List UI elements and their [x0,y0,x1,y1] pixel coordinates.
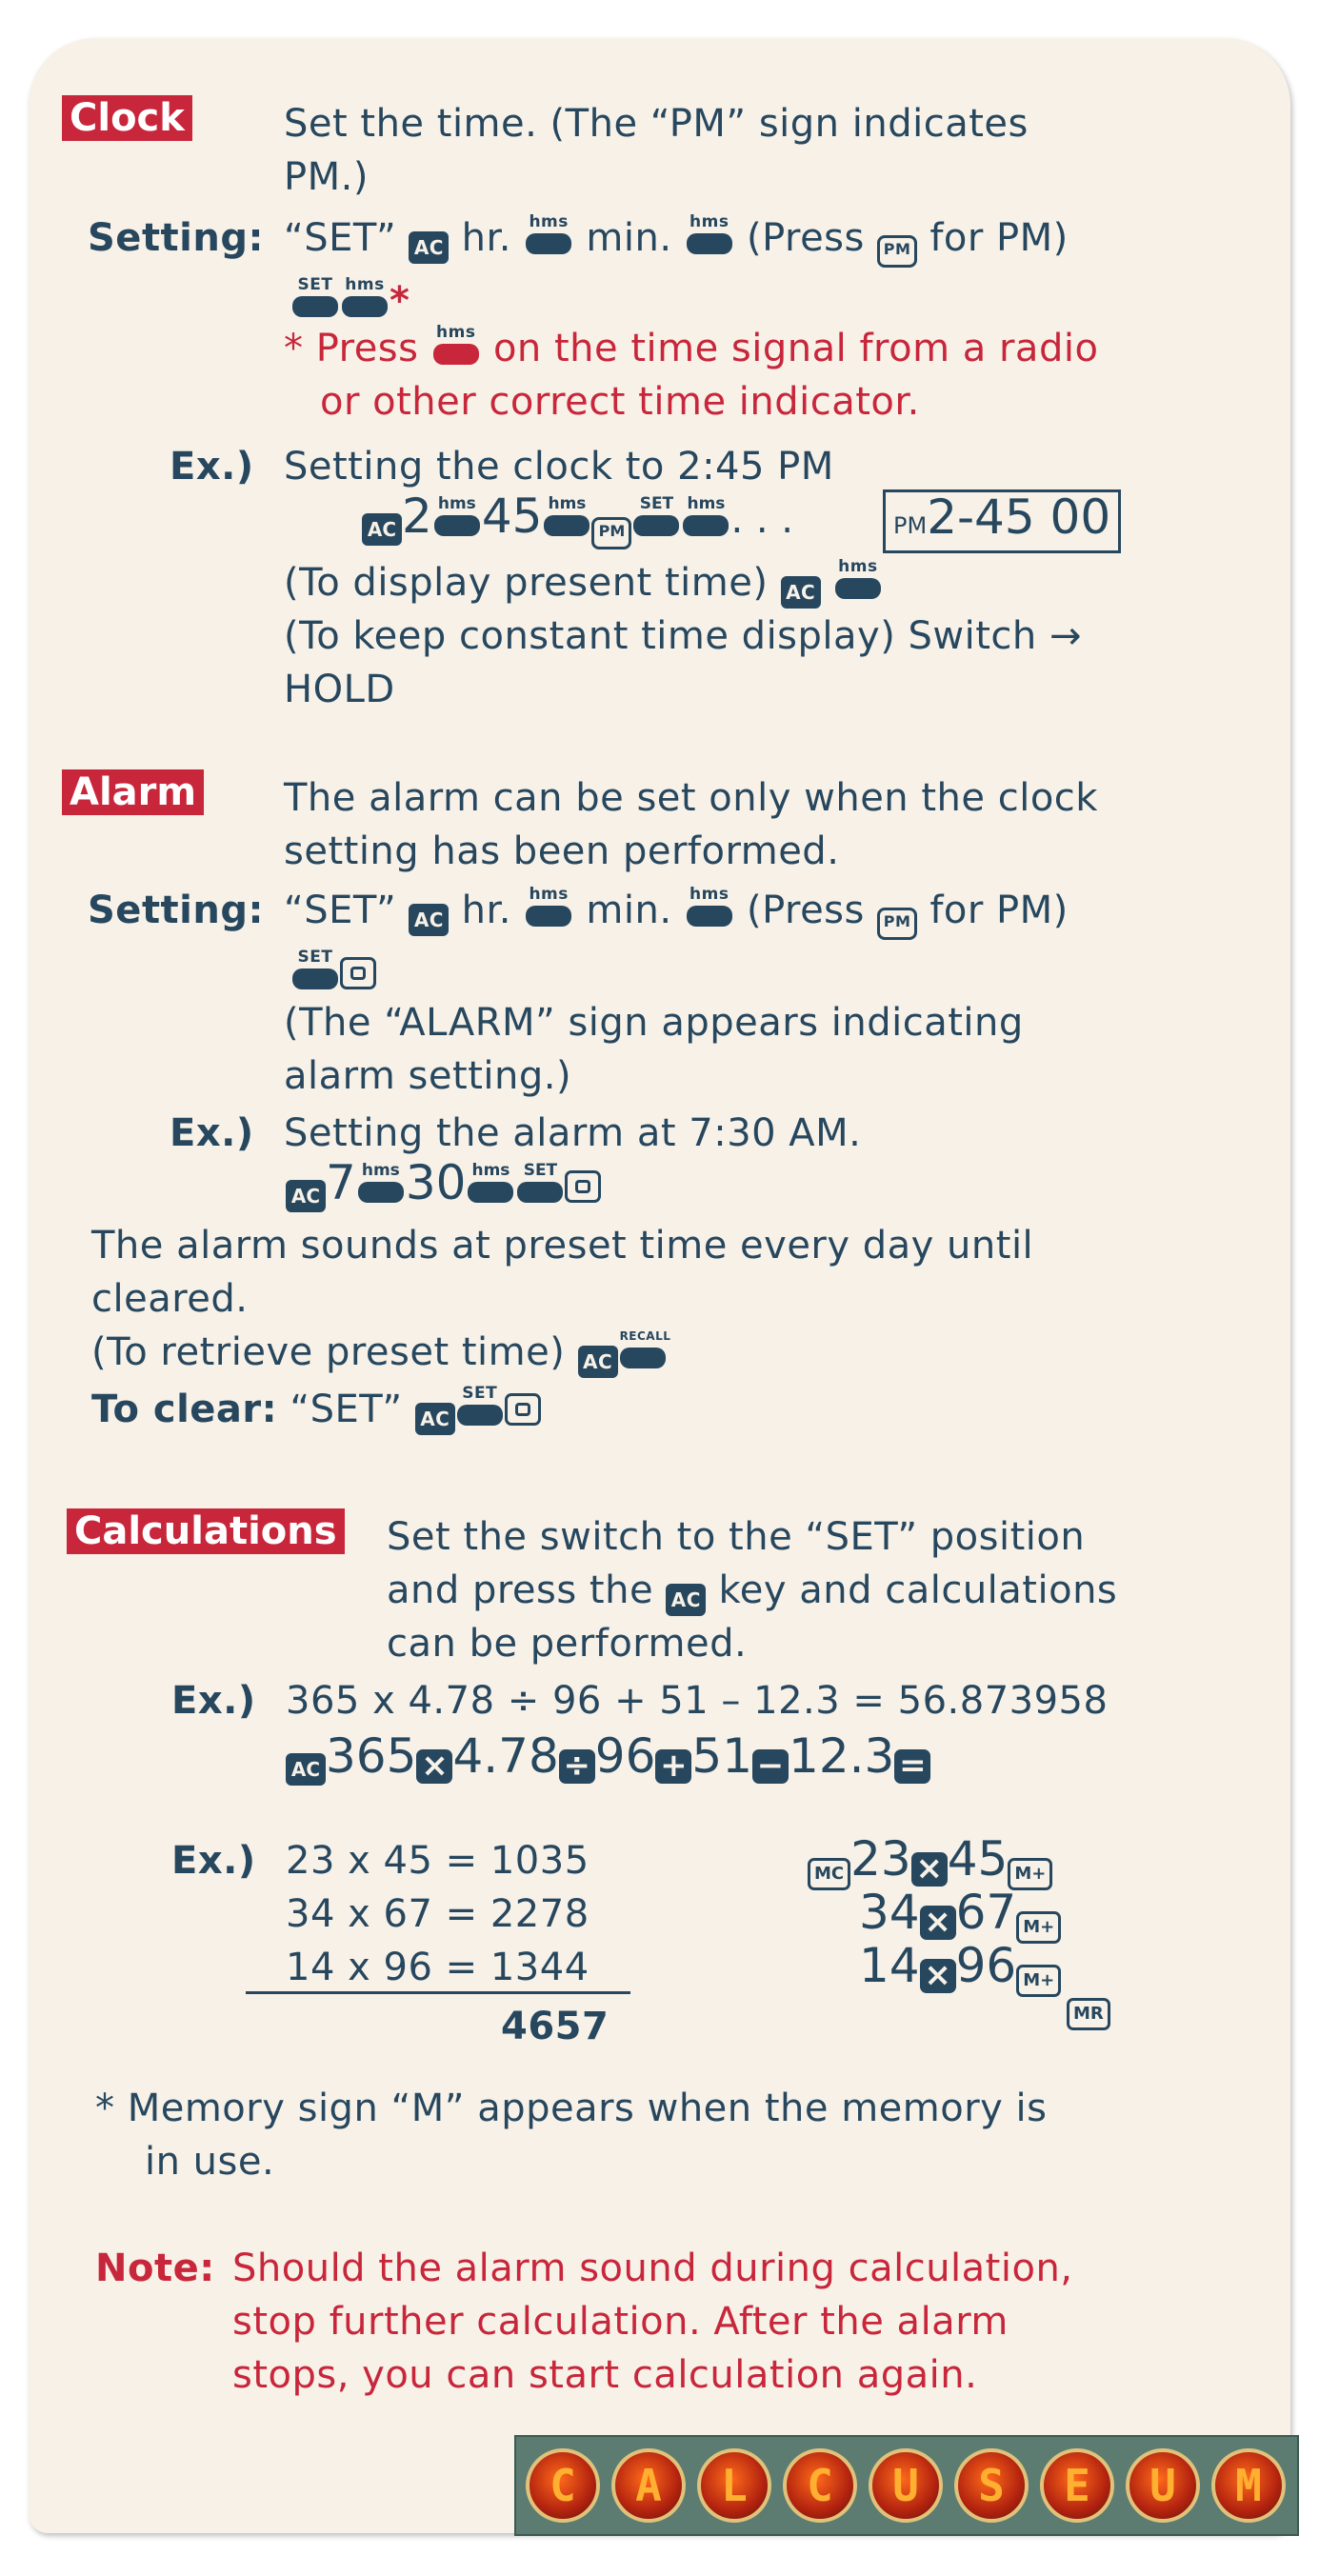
mr-row [1067,1998,1110,2030]
logo-letter: M [1211,2448,1286,2523]
calc-desc-line2: and press the AC key and calculations [387,1564,1117,1617]
minus-key: − [752,1749,789,1784]
set-key: SET [517,1182,563,1203]
equals-key: = [894,1749,930,1784]
mem-row-2: 34 ×67 M+ [859,1886,1061,1944]
calculations-tag: Calculations [67,1508,345,1554]
alarm-setting-line: “SET” AC hr. hms min. hms (Press PM for PM) [284,884,1069,940]
logo-letter: E [1040,2448,1114,2523]
mc-key: MC [808,1858,850,1890]
set-key: SET [292,968,338,989]
alarm-sign-line1: (The “ALARM” sign appears indicating [284,1001,1024,1045]
ac-key: AC [286,1180,326,1212]
hr-text: hr. [461,216,511,260]
pm-key: PM [591,517,631,549]
plus-key: + [655,1749,691,1784]
alarm-key [340,957,376,989]
clock-note-line1: * Press hms on the time signal from a radio [284,323,1099,370]
alarm-tag: Alarm [62,769,204,815]
calc-row-1: 23 x 45 = 1035 [286,1839,590,1883]
clock-ex-title: Setting the clock to 2:45 PM [284,445,834,489]
hms-key: hms [434,515,480,536]
logo-letter: U [1126,2448,1200,2523]
hms-key: hms [687,906,732,927]
alarm-ex-label: Ex.) [170,1111,254,1155]
ac-key: AC [578,1346,618,1378]
set-key: SET [633,515,679,536]
hms-key: hms [835,578,881,599]
clock-hold-line: HOLD [284,668,395,711]
hms-key: hms [526,233,571,254]
alarm-key [565,1170,601,1203]
hms-key-red: hms [433,344,479,365]
clock-setting-keys: SET hms * [290,274,410,328]
alarm-sign-line2: alarm setting.) [284,1054,572,1098]
pm-key: PM [877,908,917,940]
calc-row-3: 14 x 96 = 1344 [286,1946,590,1989]
clock-keep-line: (To keep constant time display) Switch → [284,614,1083,658]
set-key: SET [457,1405,503,1426]
alarm-desc-line1: The alarm can be set only when the clock [284,776,1098,820]
recall-key: RECALL [620,1348,666,1368]
calc-desc-line1: Set the switch to the “SET” position [387,1515,1086,1559]
multiply-key: × [416,1749,452,1784]
note-line3: stops, you can start calculation again. [232,2353,978,2397]
clock-tag: Clock [62,95,192,141]
min-text: min. [586,216,672,260]
alarm-setting-keys [290,947,376,1000]
alarm-sounds-line2: cleared. [91,1277,249,1321]
alarm-retrieve-line: (To retrieve preset time) AC RECALL [91,1326,668,1379]
alarm-setting-label: Setting: [88,889,264,932]
calc-ex-label: Ex.) [171,1679,256,1723]
memory-note-line1: * Memory sign “M” appears when the memory is [95,2087,1048,2130]
logo-letter: C [526,2448,600,2523]
multiply-key: × [920,1959,956,1993]
note-line1: Should the alarm sound during calculation, [232,2247,1073,2290]
logo-letter: L [697,2448,771,2523]
logo-letter: C [783,2448,857,2523]
clock-display [883,489,1121,553]
divide-key: ÷ [559,1749,595,1784]
mem-row-1: MC 23 ×45 M+ [808,1832,1052,1890]
alarm-sounds-line1: The alarm sounds at preset time every day until [91,1224,1034,1268]
hms-key: hms [468,1182,513,1203]
for-pm-text: for PM) [929,216,1069,260]
logo-letter: U [869,2448,943,2523]
calc-formula: 365 x 4.78 ÷ 96 + 51 – 12.3 = 56.873958 [286,1679,1109,1723]
hms-key: hms [342,296,388,317]
ac-key: AC [781,576,821,609]
set-quote: “SET” [284,216,397,260]
hms-key: hms [687,233,732,254]
m-plus-key: M+ [1016,1965,1061,1997]
memory-note-line2: in use. [145,2140,275,2184]
alarm-clear-line: To clear: “SET” AC SET [91,1383,541,1436]
note-label: Note: [95,2247,215,2290]
clock-desc-line1: Set the time. (The “PM” sign indicates [284,102,1029,146]
ac-key: AC [362,513,402,546]
alarm-desc-line2: setting has been performed. [284,829,840,873]
hms-key: hms [544,515,590,536]
calc-total: 4657 [501,2005,610,2048]
clock-present-line: (To display present time) AC hms [284,556,883,609]
logo-letter: S [954,2448,1029,2523]
clock-ex-keys: AC 2 hms 45 hms PM SET hms . . . [362,489,794,549]
multiply-key: × [911,1852,948,1887]
calc-ex2-label: Ex.) [171,1839,256,1883]
alarm-key [505,1393,541,1426]
calc-desc-line3: can be performed. [387,1622,748,1666]
hms-key: hms [683,515,729,536]
hms-key: hms [358,1182,404,1203]
calc-key-sequence: AC 365 ×4.78 ÷96 +51 −12.3 = [286,1729,930,1786]
ac-key: AC [286,1753,326,1786]
m-plus-key: M+ [1008,1858,1052,1890]
calc-row-2: 34 x 67 = 2278 [286,1892,590,1936]
clock-ex-label: Ex.) [170,445,254,489]
mem-row-3: 14 ×96 M+ [859,1939,1061,1997]
clock-desc-line2: PM.) [284,155,369,199]
sum-rule [246,1991,630,1994]
press-text: (Press [746,216,865,260]
logo-letter: A [611,2448,686,2523]
mr-key: MR [1067,1998,1110,2030]
clock-setting-line [284,211,1069,268]
ac-key: AC [409,904,449,936]
m-plus-key: M+ [1016,1911,1061,1944]
ac-key: AC [415,1403,455,1435]
hms-key: hms [526,906,571,927]
ac-key: AC [666,1584,706,1616]
display-value: 2-45 00 [927,489,1111,545]
set-key: SET [292,296,338,317]
multiply-key: × [920,1906,956,1940]
display-pm-sign: PM [893,512,928,539]
note-line2: stop further calculation. After the alarm [232,2300,1009,2344]
clock-setting-label: Setting: [88,216,264,260]
pm-key: PM [877,235,917,268]
alarm-ex-title: Setting the alarm at 7:30 AM. [284,1111,862,1155]
alarm-ex-keys: AC 7 hms 30 hms SET [286,1156,601,1212]
clock-note-line2: or other correct time indicator. [320,380,920,424]
calcuseum-logo [514,2435,1299,2536]
ac-key: AC [409,231,449,264]
